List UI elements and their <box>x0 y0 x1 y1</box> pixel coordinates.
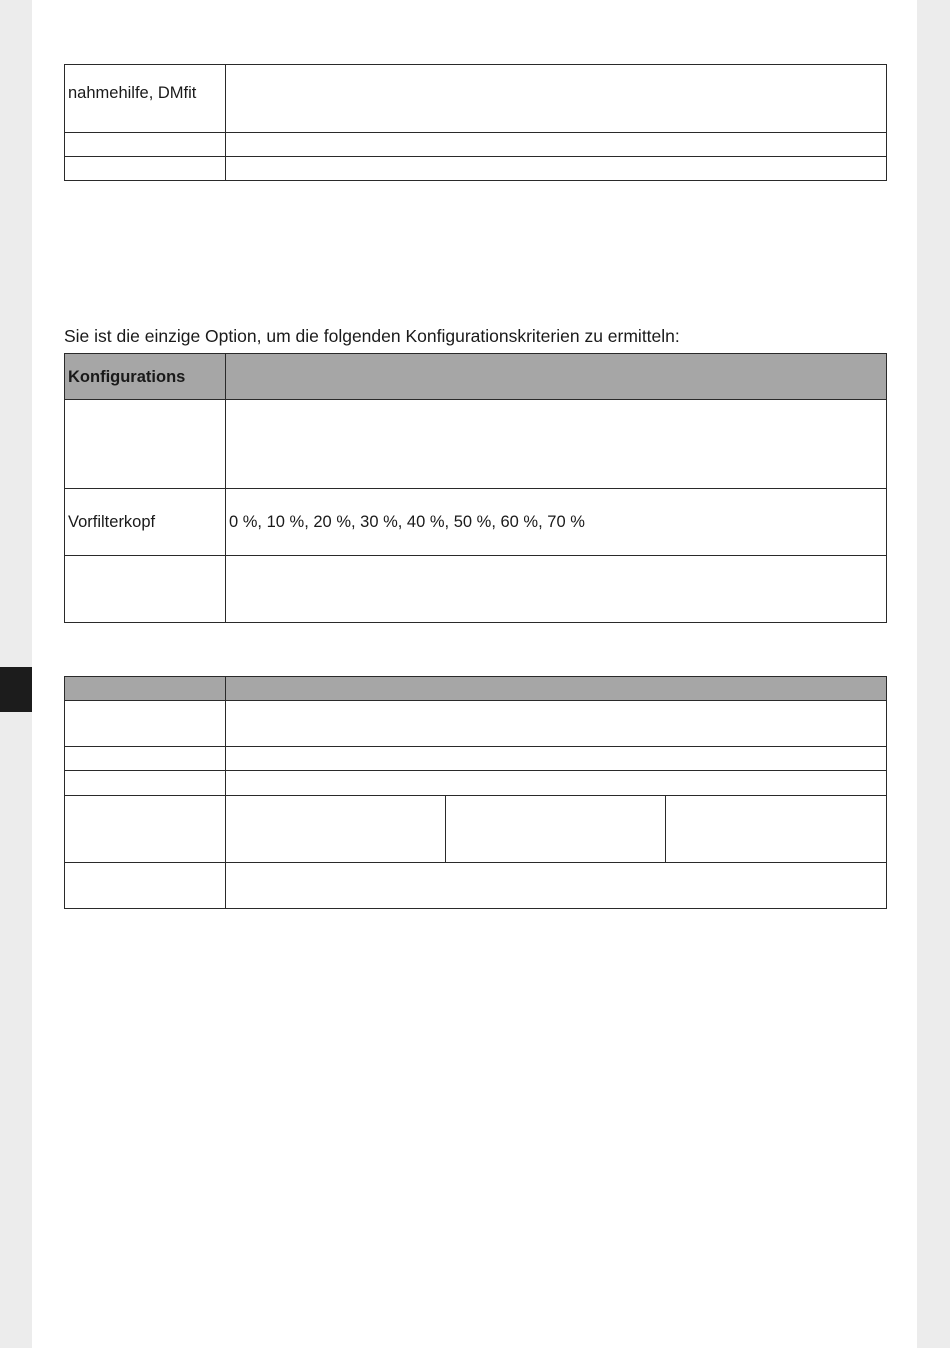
table-3-row-1-label <box>65 701 226 747</box>
table-row <box>65 796 887 863</box>
table-3-row-2-value <box>226 747 887 771</box>
table-3-header-value <box>226 677 887 701</box>
right-margin-strip <box>917 0 950 1348</box>
table-1-row-3-label <box>65 157 226 181</box>
table-row <box>65 400 887 489</box>
table-3-row-1-value <box>226 701 887 747</box>
table-3-row-5-value <box>226 863 887 909</box>
table-row <box>65 747 887 771</box>
table-header-row <box>65 354 887 400</box>
table-3-row-3-value <box>226 771 887 796</box>
table-row <box>65 556 887 623</box>
table-2 <box>64 353 887 623</box>
table-row <box>65 65 887 133</box>
table-row <box>65 701 887 747</box>
table-row <box>65 771 887 796</box>
table-2-row-1-label <box>65 400 226 489</box>
table-3-row-3-label <box>65 771 226 796</box>
table-1-row-1-label: nahmehilfe, DMfit <box>65 65 226 133</box>
table-2-row-3-label <box>65 556 226 623</box>
table-1-row-2-value <box>226 133 887 157</box>
table-3-row-4-cell-3 <box>666 796 887 863</box>
table-row <box>65 489 887 556</box>
table-2-row-1-value <box>226 400 887 489</box>
table-2-row-3-value <box>226 556 887 623</box>
chapter-tab-marker <box>0 667 32 712</box>
table-1-row-1-value <box>226 65 887 133</box>
table-1-row-3-value <box>226 157 887 181</box>
table-3-row-4-label <box>65 796 226 863</box>
table-3-row-5-label <box>65 863 226 909</box>
table-row <box>65 133 887 157</box>
table-1-row-2-label <box>65 133 226 157</box>
table-row <box>65 157 887 181</box>
table-1 <box>64 64 887 181</box>
table-2-row-2-label: Vorfilterkopf <box>65 489 226 556</box>
table-row <box>65 863 887 909</box>
table-3-row-4-cell-1 <box>226 796 446 863</box>
table-3 <box>64 676 887 909</box>
table-3-row-2-label <box>65 747 226 771</box>
table-header-row <box>65 677 887 701</box>
intro-paragraph: Sie ist die einzige Option, um die folgenden Konfigurationskriterien zu ermitteln: <box>64 326 680 346</box>
table-2-row-2-value: 0 %, 10 %, 20 %, 30 %, 40 %, 50 %, 60 %, 70 % <box>226 489 887 556</box>
table-3-row-4-cell-2 <box>446 796 666 863</box>
table-2-header-value <box>226 354 887 400</box>
table-2-header-label: Konfigurations <box>65 354 226 400</box>
table-3-header-label <box>65 677 226 701</box>
